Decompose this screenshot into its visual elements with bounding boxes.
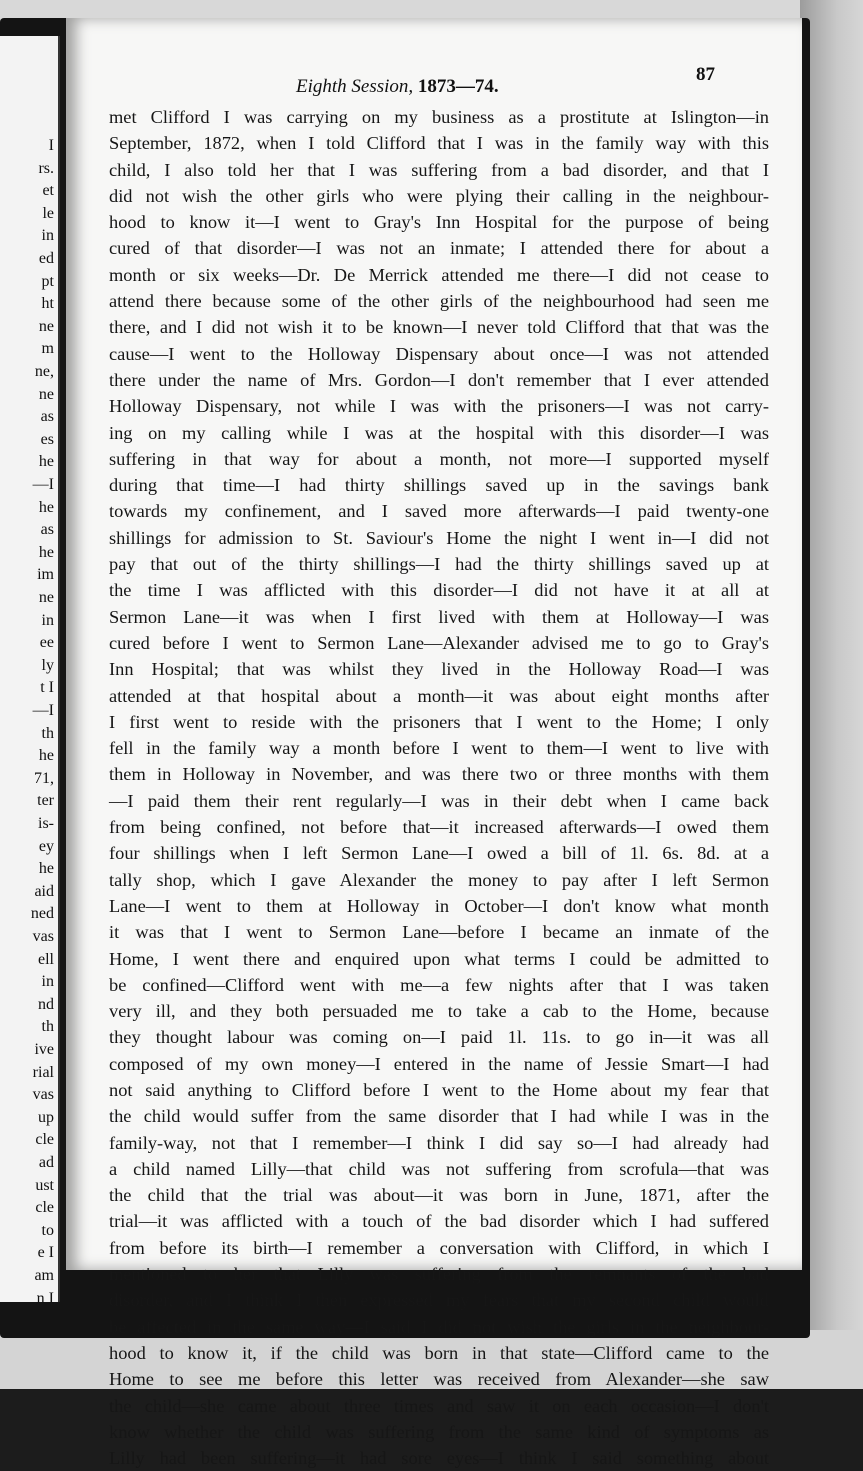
- text-line: Lilly had been suffering—it had sore eyes—I think I said something about: [109, 1448, 769, 1469]
- facing-page-line: n I: [36, 1289, 54, 1307]
- text-line: suffering in that way for about a month, not more—I supported myself: [109, 448, 769, 469]
- facing-page-line: vas: [32, 928, 54, 945]
- page-number: 87: [696, 64, 715, 85]
- text-line: tally shop, which I gave Alexander the money to pay after I left Sermon: [109, 869, 769, 890]
- facing-page-line: ive: [34, 1041, 54, 1058]
- text-line: disorder, and I think I then expressed my fears that my second child would: [109, 1290, 769, 1311]
- facing-page-line: 71,: [34, 769, 54, 787]
- facing-page-line: as: [40, 521, 54, 539]
- facing-page-fragment: [0, 36, 60, 1307]
- text-line: towards my confinement, and I saved more afterwards—I paid twenty-one: [109, 501, 769, 522]
- facing-page-line: he: [38, 543, 54, 561]
- text-line: cured before I went to Sermon Lane—Alexander advised me to go to Gray's: [109, 632, 769, 653]
- facing-page-line: ne,: [34, 363, 54, 380]
- facing-page-line: is-: [38, 815, 54, 832]
- facing-page-line: I: [48, 137, 54, 154]
- text-line: the child would suffer from the same disorder that I had while I was in the: [109, 1106, 769, 1127]
- facing-page-line: he: [38, 498, 54, 516]
- facing-page-line: aid: [34, 882, 54, 900]
- facing-page-line: ter: [37, 792, 54, 810]
- facing-page-line: le: [42, 204, 54, 222]
- text-line: —I paid them their rent regularly—I was in their debt when I came back: [109, 790, 769, 811]
- text-line: the child that the trial was about—it was born in June, 1871, after the: [109, 1185, 769, 1206]
- facing-page-line: et: [42, 182, 54, 200]
- facing-page-line: nd: [38, 995, 54, 1013]
- text-line: family-way, not that I remember—I think I did say so—I had already had: [109, 1132, 769, 1153]
- text-line: hood to know it, if the child was born in that state—Clifford came to the: [109, 1342, 769, 1363]
- text-line: child, I also told her that I was suffering from a bad disorder, and that I: [109, 159, 769, 180]
- text-line: fell in the family way a month before I went to them—I went to live with: [109, 738, 769, 759]
- facing-page-line: ned: [30, 905, 54, 923]
- facing-page-line: ust: [35, 1176, 54, 1194]
- facing-page-line: he: [38, 860, 54, 878]
- text-line: cause—I went to the Holloway Dispensary about once—I was not attended: [109, 343, 769, 364]
- text-line: ing on my calling while I was at the hospital with this disorder—I was: [109, 422, 769, 443]
- facing-page-line: ne: [38, 317, 54, 335]
- session-years: 1873—74.: [417, 76, 499, 97]
- facing-page-line: cle: [35, 1199, 54, 1217]
- facing-page-line: ee: [39, 634, 54, 652]
- text-line: did not wish the other girls who were plying their calling in the neighbour-: [109, 185, 769, 206]
- text-line: Sermon Lane—it was when I first lived with them at Holloway—I was: [109, 606, 769, 627]
- facing-page-line: rs.: [38, 159, 54, 177]
- facing-page-line: —I: [32, 702, 54, 719]
- facing-page-line: pt: [41, 272, 54, 290]
- session-title: Eighth Session,: [296, 76, 414, 97]
- facing-page-line: ad: [38, 1154, 54, 1171]
- text-line: four shillings when I left Sermon Lane—I owed a bill of 1l. 6s. 8d. at a: [109, 843, 769, 864]
- facing-page-line: ne: [38, 589, 54, 606]
- facing-page-line: —I: [32, 476, 54, 493]
- facing-page-line: t I: [40, 679, 54, 697]
- text-line: mentioned to her that Lilly was suffering from the remnants of the bad: [109, 1264, 769, 1285]
- book-page: [66, 18, 802, 1469]
- facing-page-line: in: [41, 611, 54, 629]
- running-head: [66, 62, 802, 97]
- text-line: there, and I did not wish it to be known—I never told Clifford that that was the: [109, 317, 769, 338]
- text-line: there under the name of Mrs. Gordon—I don't remember that I ever attended: [109, 369, 769, 390]
- text-line: during that time—I had thirty shillings saved up in the savings bank: [109, 475, 769, 496]
- text-line: month or six weeks—Dr. De Merrick attended me there—I did not cease to: [109, 264, 769, 285]
- facing-page-line: th: [41, 724, 54, 742]
- facing-page-line: ly: [41, 656, 54, 674]
- facing-page-line: es: [40, 430, 54, 448]
- text-line: cured of that disorder—I was not an inmate; I attended there for about a: [109, 238, 769, 259]
- text-line: them in Holloway in November, and was there two or three months with them: [109, 764, 769, 785]
- facing-page-line: he: [38, 453, 54, 471]
- text-line: I first went to reside with the prisoners that I went to the Home; I only: [109, 711, 769, 732]
- text-line: met Clifford I was carrying on my business as a prostitute at Islington—in: [109, 107, 769, 127]
- text-line: from before its birth—I remember a conversation with Clifford, in which I: [109, 1237, 769, 1258]
- text-line: shillings for admission to St. Saviour's Home the night I went in—I did not: [109, 527, 769, 548]
- text-line: it was that I went to Sermon Lane—before I became an inmate of the: [109, 922, 769, 943]
- facing-page-line: ne: [38, 385, 54, 403]
- text-line: Home to see me before this letter was received from Alexander—she saw: [109, 1369, 769, 1390]
- text-line: Home, I went there and enquired upon what terms I could be admitted to: [109, 948, 769, 969]
- facing-page-line: ell: [38, 950, 54, 968]
- text-line: attended at that hospital about a month—it was about eight months after: [109, 685, 769, 706]
- facing-page-line: vas: [32, 1086, 54, 1104]
- body-text: [109, 104, 769, 1471]
- facing-page-line: e I: [37, 1244, 54, 1262]
- facing-page-line: ht: [41, 295, 54, 313]
- text-line: not said anything to Clifford before I went to the Home about my fear that: [109, 1079, 769, 1100]
- text-line: a child named Lilly—that child was not suffering from scrofula—that was: [109, 1158, 769, 1179]
- text-line: Inn Hospital; that was whilst they lived in the Holloway Road—I was: [109, 659, 769, 680]
- text-line: they thought labour was coming on—I paid 1l. 11s. to go in—it was all: [109, 1027, 769, 1048]
- page-header-title: [296, 76, 499, 98]
- text-line: September, 1872, when I told Clifford that I was in the family way with this: [109, 133, 769, 154]
- facing-page-line: m: [41, 340, 54, 358]
- text-line: composed of my own money—I entered in the name of Jessie Smart—I had: [109, 1053, 769, 1074]
- facing-page-line: im: [37, 566, 54, 584]
- facing-page-line: rial: [32, 1063, 54, 1081]
- text-line: trial—it was afflicted with a touch of the bad disorder which I had suffered: [109, 1211, 769, 1232]
- text-line: very ill, and they both persuaded me to take a cab to the Home, because: [109, 1001, 769, 1022]
- text-line: from being confined, not before that—it increased afterwards—I owed them: [109, 817, 769, 838]
- text-line: pay that out of the thirty shillings—I had the thirty shillings saved up at: [109, 554, 769, 575]
- text-line: know whether the child was suffering from the same kind of symptoms as: [109, 1421, 769, 1442]
- text-line: Holloway Dispensary, not while I was with the prisoners—I was not carry-: [109, 396, 769, 417]
- facing-page-line: am: [34, 1267, 54, 1284]
- text-line: attend there because some of the other girls of the neighbourhood had seen me: [109, 291, 769, 312]
- facing-page-line: in: [41, 973, 54, 991]
- text-line: be confined—Clifford went with me—a few nights after that I was taken: [109, 974, 769, 995]
- facing-page-line: th: [41, 1018, 54, 1036]
- text-line: hood to know it—I went to Gray's Inn Hospital for the purpose of being: [109, 212, 769, 233]
- text-line: Lane—I went to them at Holloway in October—I don't know what month: [109, 895, 769, 916]
- facing-page-line: he: [38, 747, 54, 765]
- text-line: the child—she came about three times and saw it on each occasion—I don't: [109, 1395, 769, 1416]
- facing-page-line: in: [41, 227, 54, 245]
- facing-page-line: up: [38, 1108, 54, 1126]
- facing-page-line: ey: [38, 837, 54, 855]
- facing-page-line: as: [40, 408, 54, 426]
- facing-page-line: ed: [38, 250, 54, 267]
- text-line: be affected in the same way—I said I did not wish the girls in the neighbour-: [109, 1316, 769, 1337]
- text-line: the time I was afflicted with this disorder—I did not have it at all at: [109, 580, 769, 601]
- facing-page-line: to: [41, 1221, 54, 1239]
- facing-page-line: cle: [35, 1131, 54, 1149]
